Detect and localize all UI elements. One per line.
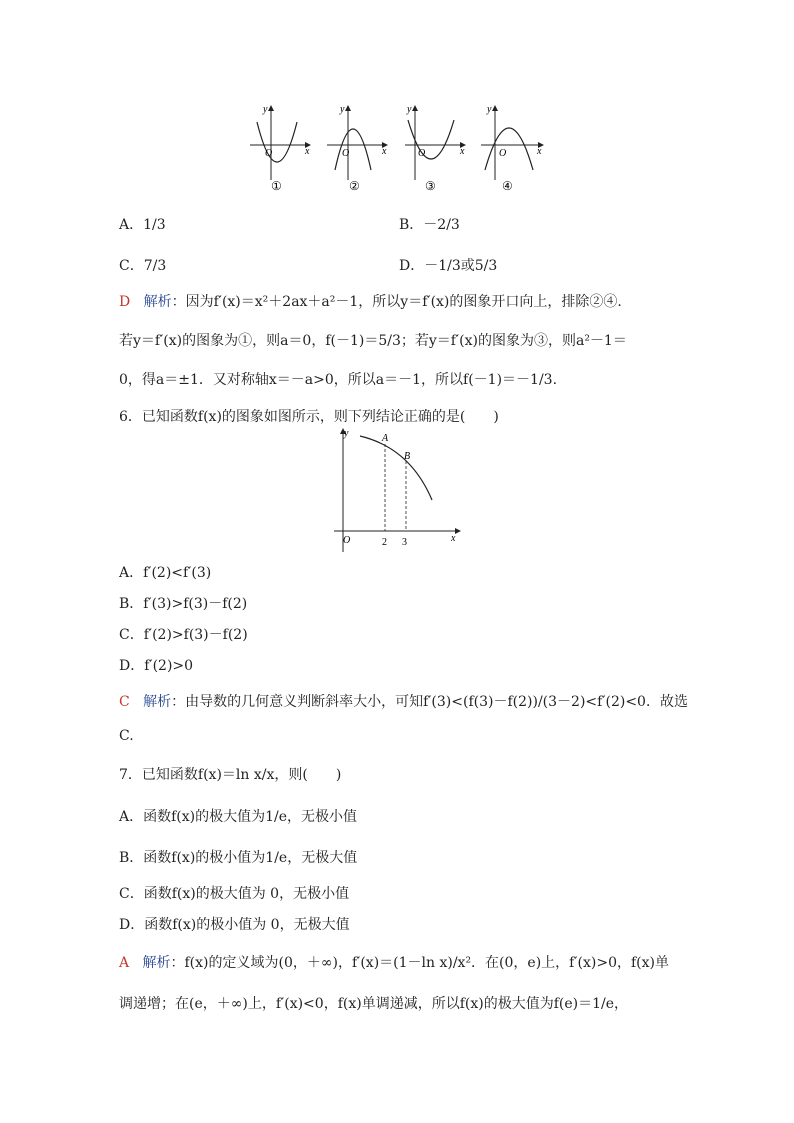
axis-x-label: x: [305, 146, 310, 157]
origin-label: O: [343, 535, 351, 546]
point-b-label: B: [404, 451, 411, 462]
q5-option-a: A．1/3: [119, 217, 166, 233]
q5-option-b: B．－2/3: [399, 217, 460, 233]
axis-x-label: x: [460, 146, 465, 157]
axis-y-label: y: [344, 428, 349, 439]
axis-y-label: y: [263, 104, 268, 115]
q6-function-graph: [330, 426, 465, 556]
derivative-graphs-figure: [245, 98, 555, 198]
q5-answer: D: [119, 294, 131, 310]
q7-answer: A: [119, 955, 130, 971]
q7-option-d: D．函数f(x)的极小值为 0，无极大值: [119, 917, 350, 933]
q7-option-c: C．函数f(x)的极大值为 0，无极小值: [119, 886, 350, 902]
graph-3: [405, 104, 465, 193]
graph-2: [327, 104, 387, 193]
q6-answer: C: [119, 694, 130, 710]
jiexi-label: 解析: [143, 694, 172, 710]
q5-option-c: C．7/3: [119, 258, 167, 274]
q6-option-c: C．f′(2)>f(3)－f(2): [119, 627, 248, 643]
tick-3: 3: [402, 537, 407, 548]
q7-option-a: A．函数f(x)的极大值为1/e，无极小值: [119, 809, 358, 825]
axis-x-label: x: [382, 146, 387, 157]
q5-solution-line-1: [119, 291, 622, 311]
origin-label: O: [265, 148, 273, 159]
point-a-label: A: [382, 433, 389, 444]
q6-option-a: A．f′(2)<f′(3): [119, 565, 212, 581]
axis-y-label: y: [487, 104, 492, 115]
tick-2: 2: [382, 537, 387, 548]
graph-label-3: ③: [425, 179, 436, 193]
graph-4: [481, 104, 543, 193]
q6-solution-line-2: C.: [119, 728, 134, 744]
graph-1: [250, 104, 310, 193]
axis-y-label: y: [340, 104, 345, 115]
q6-option-d: D．f′(2)>0: [119, 658, 194, 674]
axis-x-label: x: [537, 146, 542, 157]
axis-x-label: x: [451, 533, 456, 544]
q5-solution-line-2: 若y＝f′(x)的图象为①，则a＝0，f(－1)＝5/3；若y＝f′(x)的图象为③，则a²－1＝: [119, 333, 627, 349]
axis-y-label: y: [407, 104, 412, 115]
q6-explain-1: ：由导数的几何意义判断斜率大小，可知f′(3)<(f(3)－f(2))/(3－2)<f′(2)<0．故选: [171, 694, 688, 710]
graph-label-1: ①: [271, 179, 282, 193]
q6-stem: 6．已知函数f(x)的图象如图所示，则下列结论正确的是( ): [119, 409, 499, 425]
origin-label: O: [499, 148, 507, 159]
q7-option-b: B．函数f(x)的极小值为1/e，无极大值: [119, 850, 358, 866]
q6-solution-line-1: [119, 691, 688, 711]
q5-option-d: D．－1/3或5/3: [399, 258, 498, 274]
q5-solution-line-3: 0，得a＝±1．又对称轴x＝－a>0，所以a＝－1，所以f(－1)＝－1/3.: [119, 372, 558, 388]
graph-label-4: ④: [502, 179, 513, 193]
graph-label-2: ②: [349, 179, 360, 193]
q5-explain-1: ：因为f′(x)＝x²＋2ax＋a²－1，所以y＝f′(x)的图象开口向上，排除②④.: [171, 294, 622, 310]
q7-solution-line-1: [119, 952, 669, 972]
q7-explain-1: ：f(x)的定义域为(0，＋∞)，f′(x)＝(1－ln x)/x²．在(0，e)上，f′(x)>0，f(x)单: [170, 955, 669, 971]
origin-label: O: [342, 148, 350, 159]
q7-solution-line-2: 调递增；在(e，＋∞)上，f′(x)<0，f(x)单调递减，所以f(x)的极大值为f(e)＝1/e，: [119, 996, 628, 1012]
q6-option-b: B．f′(3)>f(3)－f(2): [119, 596, 248, 612]
jiexi-label: 解析: [143, 294, 172, 310]
origin-label: O: [418, 148, 426, 159]
q7-stem: 7．已知函数f(x)＝ln x/x，则( ): [119, 767, 342, 783]
jiexi-label: 解析: [142, 955, 171, 971]
